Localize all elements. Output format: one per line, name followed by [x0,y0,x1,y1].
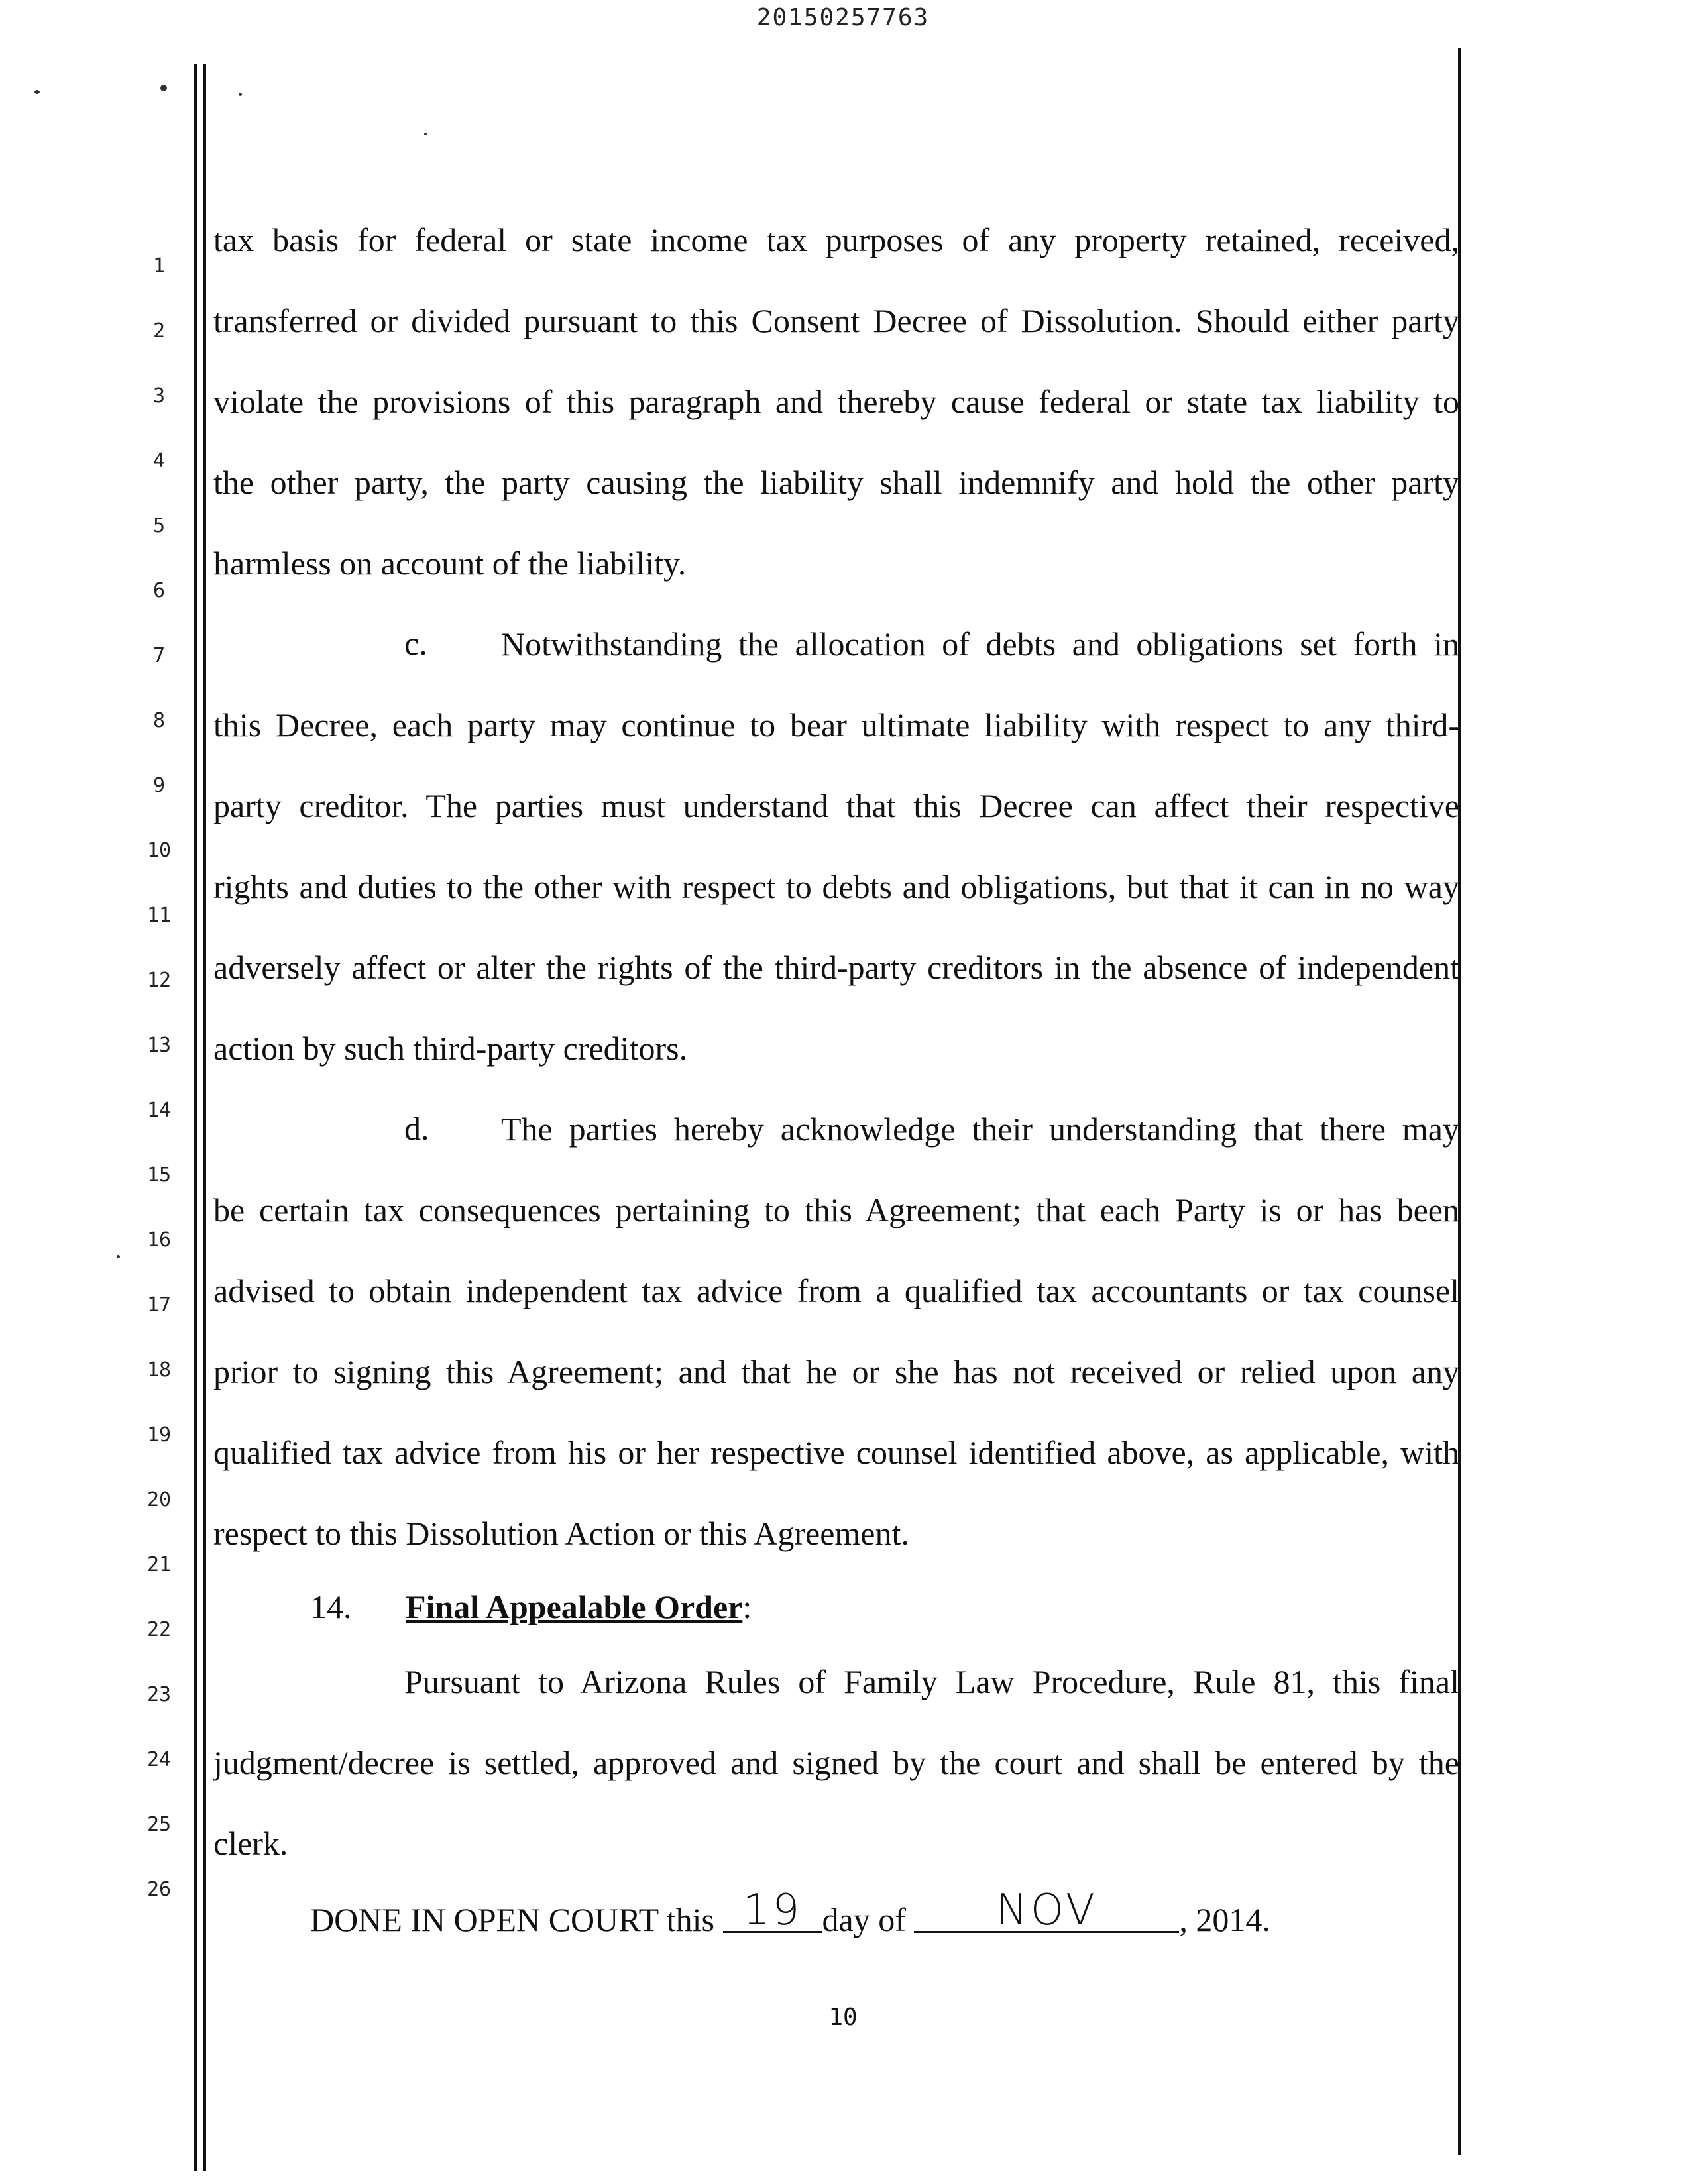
line-number: 1 [152,254,166,278]
body-text-line: The parties hereby acknowledge their understanding that there may [501,1111,1459,1148]
line-number: 20 [146,1488,172,1511]
line-number: 4 [152,449,166,472]
line-number: 22 [146,1618,172,1641]
body-text-line: harmless on account of the liability. [213,545,687,582]
section-title-text: Final Appealable Order [406,1588,743,1625]
body-text-line: prior to signing this Agreement; and that he or she has not received or relied upon any [213,1353,1459,1390]
document-number: 20150257763 [756,4,930,31]
body-text-line: be certain tax consequences pertaining to this Agreement; that each Party is or has been [213,1191,1459,1228]
scan-speck [117,1255,120,1258]
line-number: 25 [146,1813,172,1836]
line-number: 24 [146,1748,172,1771]
body-text-line: the other party, the party causing the liability shall indemnify and hold the other party [213,464,1459,501]
line-number: 2 [152,319,166,343]
body-text-line: party creditor. The parties must understand that this Decree can affect their respective [213,787,1459,824]
line-number: 14 [146,1099,172,1122]
body-text-line: rights and duties to the other with respect to debts and obligations, but that it can in no way [213,868,1459,905]
section-title-colon: : [742,1588,752,1625]
line-number: 11 [146,904,172,927]
line-number: 3 [152,384,166,408]
paragraph-letter-d: d. [404,1110,429,1147]
line-number: 21 [146,1553,172,1576]
body-text-line: action by such third-party creditors. [213,1030,688,1067]
day-blank [723,1886,822,1935]
line-number: 6 [152,579,166,602]
body-text-line: adversely affect or alter the rights of the third-party creditors in the absence of independent [213,949,1459,986]
line-number: 15 [146,1164,172,1187]
body-text-line: clerk. [213,1825,288,1862]
line-number: 26 [146,1878,172,1901]
done-prefix: DONE IN OPEN COURT this [310,1901,714,1938]
body-text-line: judgment/decree is settled, approved and signed by the court and shall be entered by the [213,1744,1459,1781]
handwritten-month: NOV [995,1886,1097,1935]
line-number: 19 [146,1423,172,1447]
body-text-line: advised to obtain independent tax advice from a qualified tax accountants or tax counsel [213,1272,1459,1309]
line-number: 17 [146,1293,172,1317]
body-text-line: transferred or divided pursuant to this Consent Decree of Dissolution. Should either party [213,302,1459,339]
body-text-line: respect to this Dissolution Action or this Agreement. [213,1515,909,1552]
line-number: 23 [146,1683,172,1706]
body-text-line: this Decree, each party may continue to bear ultimate liability with respect to any third- [213,706,1459,743]
line-number: 10 [146,839,172,862]
handwritten-day: 19 [742,1886,803,1935]
line-number: 18 [146,1358,172,1382]
line-number: 16 [146,1228,172,1252]
line-number: 5 [152,514,166,537]
scan-speck [424,133,427,135]
line-number: 8 [152,709,166,732]
line-number: 7 [152,644,166,667]
month-blank [914,1886,1179,1935]
page-number: 10 [828,2004,858,2031]
done-in-open-court-line [310,1886,1270,1939]
line-number: 9 [152,774,166,797]
paragraph-letter-c: c. [404,625,427,662]
body-text-line: Pursuant to Arizona Rules of Family Law Procedure, Rule 81, this final [404,1663,1459,1700]
line-number: 12 [146,969,172,992]
body-text-line: Notwithstanding the allocation of debts and obligations set forth in [501,626,1459,663]
scan-speck [239,93,242,96]
section-number: 14. [310,1588,352,1625]
left-margin-rule-outer [194,64,197,2171]
year-suffix: , 2014. [1179,1901,1270,1938]
left-margin-rule-inner [203,64,206,2171]
day-of-label: day of [822,1901,906,1938]
body-text-line: qualified tax advice from his or her respective counsel identified above, as applicable, with [213,1434,1459,1471]
body-text-line: violate the provisions of this paragraph and thereby cause federal or state tax liability to [213,383,1459,420]
section-title [406,1588,752,1626]
body-text-line: tax basis for federal or state income tax purposes of any property retained, received, [213,221,1459,258]
scan-speck [160,85,167,91]
line-number: 13 [146,1034,172,1057]
scan-speck [34,90,40,94]
